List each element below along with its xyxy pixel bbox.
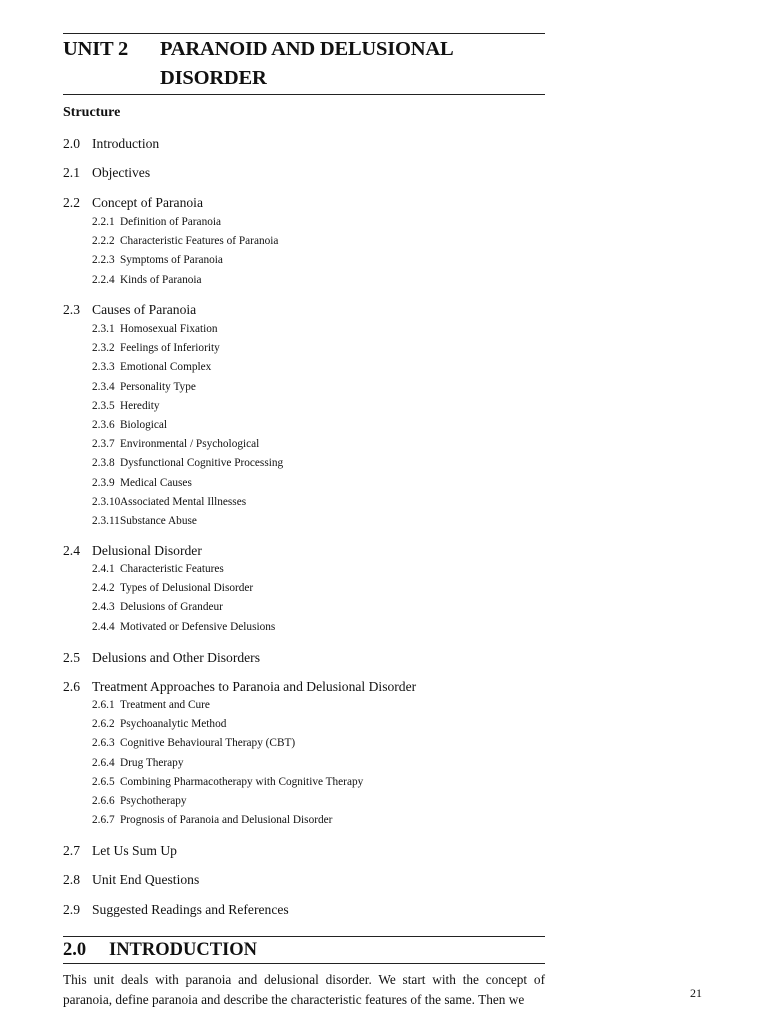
toc-subsection-2-2-3 (92, 254, 223, 266)
toc-subsection-2-4-4 (92, 621, 275, 633)
unit-number: UNIT 2 (63, 38, 129, 60)
toc-subsection-2-3-5 (92, 400, 160, 412)
toc-section-number: 2.9 (63, 902, 80, 917)
toc-subsection-number: 2.6.3 (92, 737, 115, 750)
toc-section-label: Objectives (92, 165, 151, 180)
toc-subsection-number: 2.3.6 (92, 419, 115, 431)
toc-subsection-label: Kinds of Paranoia (120, 273, 202, 286)
header-bottom-rule (63, 94, 545, 95)
toc-subsection-number: 2.3.9 (92, 476, 115, 489)
toc-subsection-label: Dysfunctional Cognitive Processing (120, 457, 284, 470)
toc-subsection-2-3-6 (92, 419, 167, 431)
toc-section-number: 2.0 (63, 136, 80, 151)
toc-subsection-2-2-4 (92, 274, 202, 286)
toc-section-number: 2.3 (63, 302, 80, 317)
page-number: 21 (690, 986, 702, 1000)
toc-subsection-label: Feelings of Inferiority (120, 342, 220, 355)
structure-heading: Structure (63, 105, 121, 120)
toc-subsection-2-6-2 (92, 718, 226, 730)
intro-title: INTRODUCTION (109, 940, 258, 960)
toc-subsection-label: Prognosis of Paranoia and Delusional Disorder (120, 814, 333, 827)
toc-subsection-number: 2.3.2 (92, 342, 115, 355)
toc-subsection-label: Environmental / Psychological (120, 438, 260, 451)
toc-subsection-label: Psychoanalytic Method (120, 718, 227, 731)
toc-section-2-9 (63, 902, 289, 918)
toc-section-number: 2.4 (63, 543, 80, 558)
toc-subsection-label: Biological (120, 419, 168, 431)
toc-subsection-2-6-1 (92, 699, 210, 711)
toc-subsection-number: 2.3.8 (92, 457, 115, 470)
toc-section-2-7 (63, 843, 177, 859)
toc-section-2-5 (63, 650, 260, 666)
toc-subsection-number: 2.4.2 (92, 582, 115, 595)
unit-title-line-2: DISORDER (160, 67, 267, 89)
toc-subsection-number: 2.2.2 (92, 235, 115, 248)
toc-subsection-number: 2.3.1 (92, 323, 115, 335)
toc-subsection-number: 2.3.10 (92, 495, 121, 508)
toc-subsection-number: 2.3.4 (92, 380, 115, 393)
toc-subsection-2-6-6 (92, 795, 187, 807)
toc-subsection-label: Combining Pharmacotherapy with Cognitive Therapy (120, 775, 364, 788)
toc-section-label: Delusions and Other Disorders (92, 650, 261, 665)
toc-subsection-2-3-9 (92, 477, 192, 489)
toc-subsection-2-6-7 (92, 814, 332, 826)
toc-subsection-label: Motivated or Defensive Delusions (120, 620, 276, 633)
toc-subsection-label: Symptoms of Paranoia (120, 254, 223, 267)
toc-subsection-2-2-2 (92, 235, 278, 247)
toc-subsection-label: Definition of Paranoia (120, 216, 222, 228)
toc-subsection-number: 2.6.6 (92, 795, 115, 807)
toc-subsection-2-4-1 (92, 563, 224, 575)
toc-subsection-number: 2.4.3 (92, 601, 115, 614)
toc-subsection-2-3-3 (92, 361, 211, 373)
toc-subsection-label: Types of Delusional Disorder (120, 582, 254, 595)
toc-section-label: Let Us Sum Up (92, 843, 177, 858)
toc-subsection-2-3-7 (92, 438, 259, 450)
unit-header (63, 33, 545, 95)
toc-subsection-number: 2.3.3 (92, 361, 115, 374)
toc-subsection-label: Drug Therapy (120, 756, 184, 769)
toc-section-label: Introduction (92, 136, 160, 151)
body-paragraph: This unit deals with paranoia and delusional disorder. We start with the concept of paranoia, define paranoia and describe the characteristic features of the same. Then we (63, 972, 545, 1007)
toc-subsection-2-6-3 (92, 737, 295, 749)
toc-subsection-number: 2.4.1 (92, 563, 115, 575)
toc-section-number: 2.6 (63, 679, 80, 694)
toc-subsection-label: Emotional Complex (120, 361, 212, 374)
toc-subsection-number: 2.3.5 (92, 399, 115, 412)
unit-title-line-1: PARANOID AND DELUSIONAL (160, 38, 454, 60)
toc-subsection-number: 2.2.3 (92, 254, 115, 267)
toc-subsection-2-4-3 (92, 601, 223, 613)
toc-subsection-number: 2.6.2 (92, 718, 115, 731)
toc-subsection-2-2-1 (92, 216, 221, 228)
toc-subsection-number: 2.6.4 (92, 756, 115, 769)
toc-section-label: Suggested Readings and References (92, 902, 289, 917)
intro-number: 2.0 (63, 940, 87, 960)
toc-section-number: 2.5 (63, 650, 80, 665)
toc-subsection-label: Associated Mental Illnesses (120, 495, 247, 508)
toc-subsection-label: Characteristic Features (120, 563, 224, 575)
toc-subsection-number: 2.2.4 (92, 273, 115, 286)
toc-section-label: Concept of Paranoia (92, 195, 203, 210)
toc-section-label: Treatment Approaches to Paranoia and Delusional Disorder (92, 679, 417, 694)
toc-subsection-label: Treatment and Cure (120, 699, 210, 711)
toc-section-2-2 (63, 195, 203, 211)
toc-subsection-number: 2.6.5 (92, 775, 115, 788)
toc-subsection-label: Medical Causes (120, 476, 192, 489)
toc-subsection-label: Substance Abuse (120, 515, 197, 527)
toc-section-2-3 (63, 302, 196, 318)
toc-subsection-2-3-11 (92, 515, 197, 527)
toc-subsection-number: 2.4.4 (92, 620, 115, 633)
toc-section-number: 2.1 (63, 165, 80, 180)
toc-section-2-8 (63, 872, 199, 888)
toc-subsection-number: 2.6.7 (92, 814, 115, 827)
toc-subsection-2-3-10 (92, 496, 246, 508)
toc-section-2-4 (63, 543, 202, 559)
toc-subsection-number: 2.3.11 (92, 515, 120, 527)
toc-subsection-label: Homosexual Fixation (120, 323, 218, 335)
toc-section-label: Unit End Questions (92, 872, 200, 887)
intro-bottom-rule (63, 963, 545, 964)
toc-section-label: Delusional Disorder (92, 543, 202, 558)
toc-subsection-2-6-4 (92, 757, 183, 769)
toc-subsection-2-6-5 (92, 776, 363, 788)
toc-subsection-label: Heredity (120, 399, 160, 412)
toc-subsection-2-3-8 (92, 457, 283, 469)
toc-subsection-label: Psychotherapy (120, 795, 187, 807)
toc-subsection-2-3-1 (92, 323, 218, 335)
toc-subsection-2-3-4 (92, 381, 196, 393)
toc-subsection-label: Delusions of Grandeur (120, 601, 223, 614)
toc-subsection-number: 2.2.1 (92, 216, 115, 228)
toc-subsection-label: Characteristic Features of Paranoia (120, 235, 279, 248)
toc-section-number: 2.7 (63, 843, 80, 858)
toc-section-label: Causes of Paranoia (92, 302, 197, 317)
toc-subsection-number: 2.6.1 (92, 699, 115, 711)
toc-section-2-0 (63, 136, 159, 152)
toc-subsection-label: Cognitive Behavioural Therapy (CBT) (120, 737, 296, 750)
toc-subsection-2-3-2 (92, 342, 220, 354)
toc-section-2-1 (63, 165, 150, 181)
toc-subsection-label: Personality Type (120, 380, 196, 393)
section-heading-introduction (63, 936, 545, 964)
toc-section-2-6 (63, 679, 416, 695)
toc-subsection-2-4-2 (92, 582, 253, 594)
toc-section-number: 2.2 (63, 195, 80, 210)
toc-section-number: 2.8 (63, 872, 80, 887)
toc-subsection-number: 2.3.7 (92, 438, 115, 451)
